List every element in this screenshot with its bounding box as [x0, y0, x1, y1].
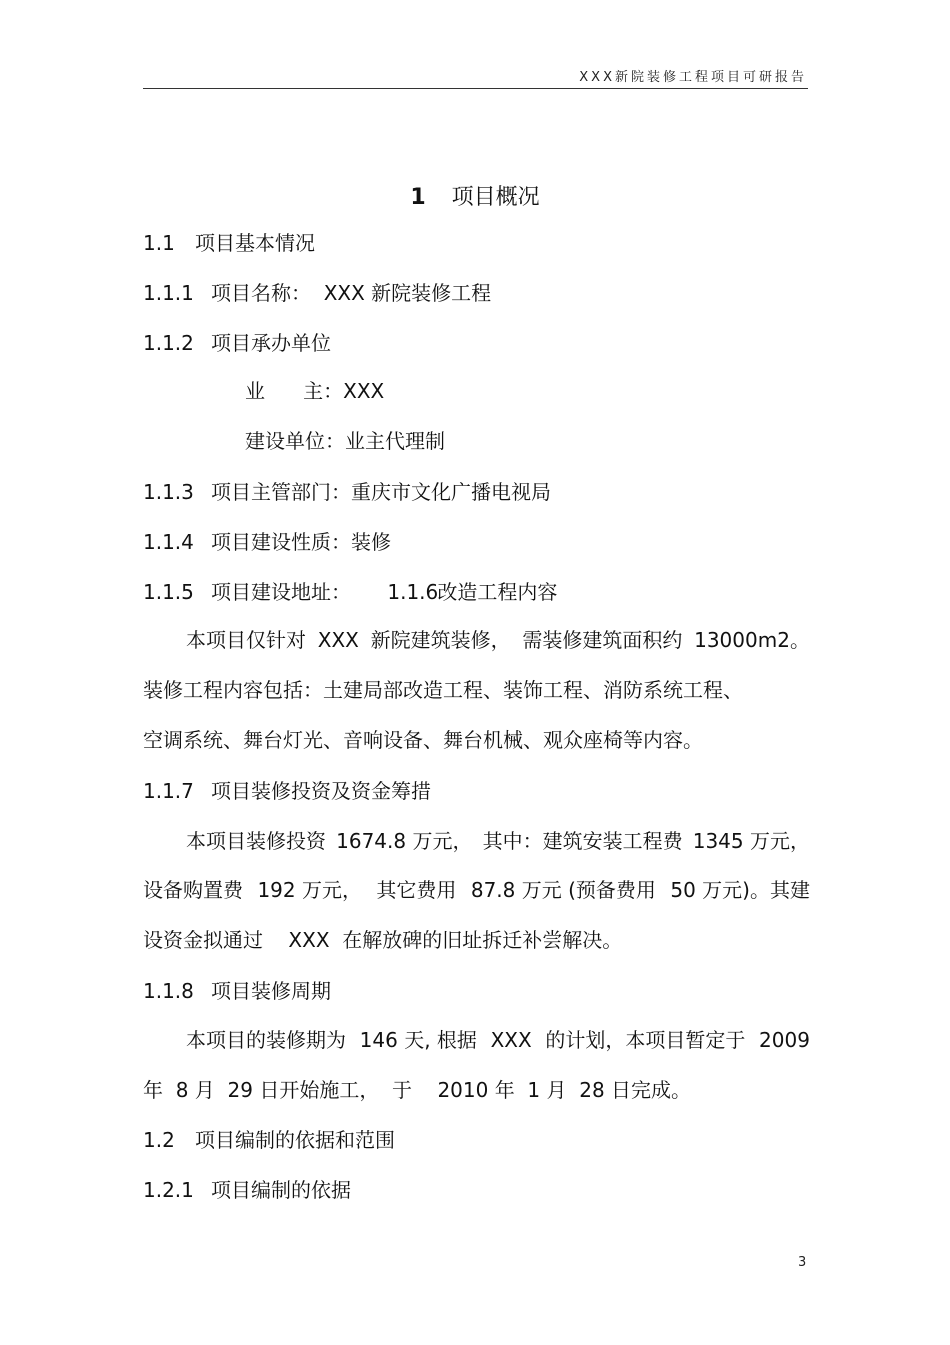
text-run: 设备购置费 — [143, 878, 243, 902]
text-run: 本项目装修投资 — [186, 829, 326, 853]
text-run: XXX — [490, 1028, 532, 1052]
scope-paragraph-line-3: 空调系统、舞台灯光、音响设备、舞台机械、观众座椅等内容。 — [143, 728, 703, 752]
text-run: 1674.8 万元， — [336, 829, 473, 853]
chapter-number: 1 — [410, 185, 426, 210]
section-title: 项目基本情况 — [195, 231, 315, 255]
section-number: 1.1.8 — [143, 979, 194, 1003]
section-1-1-7 — [143, 777, 431, 805]
section-number: 1.2 — [143, 1128, 175, 1152]
running-header: XXX新院装修工程项目可研报告 — [579, 70, 807, 85]
section-title: 项目建设地址： — [211, 580, 351, 604]
section-1-1-3 — [143, 478, 551, 506]
section-title: 项目名称： XXX 新院装修工程 — [211, 281, 492, 305]
section-number: 1.1.3 — [143, 480, 194, 504]
section-number: 1.2.1 — [143, 1178, 194, 1202]
builder-line: 建设单位：业主代理制 — [245, 429, 445, 453]
section-number: 1.1 — [143, 231, 175, 255]
section-title: 项目编制的依据和范围 — [195, 1128, 395, 1152]
text-run: 需装修建筑面积约 — [522, 628, 683, 652]
page-number: 3 — [798, 1255, 807, 1270]
period-paragraph-line-1 — [186, 1026, 810, 1054]
header-rule — [143, 88, 808, 89]
section-number: 1.1.7 — [143, 779, 194, 803]
section-title: 项目建设性质：装修 — [211, 530, 391, 554]
section-title: 项目主管部门：重庆市文化广播电视局 — [211, 480, 551, 504]
text-run: 其它费用 — [376, 878, 457, 902]
chapter-title-text: 项目概况 — [451, 185, 540, 210]
section-title: 项目编制的依据 — [211, 1178, 351, 1202]
section-1-2 — [143, 1126, 395, 1154]
section-number: 1.1.4 — [143, 530, 194, 554]
text-run: 13000m2。 — [694, 628, 810, 652]
invest-paragraph-line-1 — [186, 827, 810, 855]
chapter-title — [0, 180, 950, 211]
section-title: 改造工程内容 — [437, 580, 558, 604]
text-run: 其中：建筑安装工程费 — [482, 829, 683, 853]
section-1-1-6 — [387, 578, 557, 606]
text-run: 本项目仅针对 — [186, 628, 306, 652]
invest-paragraph-line-3: 设资金拟通过 XXX 在解放碑的旧址拆迁补尝解决。 — [143, 928, 623, 952]
period-paragraph-line-2: 年 8 月 29 日开始施工， 于 2010 年 1 月 28 日完成。 — [143, 1078, 692, 1102]
section-1-1-1 — [143, 279, 491, 307]
section-1-1-5 — [143, 578, 557, 606]
section-number: 1.1.6 — [387, 580, 439, 604]
section-1-1-4 — [143, 528, 391, 556]
text-run: 本项目的装修期为 — [186, 1028, 346, 1052]
section-title: 项目装修周期 — [211, 979, 331, 1003]
text-run: 1345 万元， — [692, 829, 810, 853]
section-title: 项目装修投资及资金筹措 — [211, 779, 431, 803]
section-1-1 — [143, 229, 315, 257]
scope-paragraph-line-2: 装修工程内容包括：土建局部改造工程、装饰工程、消防系统工程、 — [143, 678, 743, 702]
text-run: 新院建筑装修， — [370, 628, 511, 652]
section-number: 1.1.1 — [143, 281, 194, 305]
section-number: 1.1.5 — [143, 580, 194, 604]
text-run: 50 万元)。其建 — [670, 878, 810, 902]
text-run: 192 万元， — [257, 878, 362, 902]
text-run: 的计划，本项目暂定于 — [545, 1028, 746, 1052]
scope-paragraph-line-1 — [186, 626, 810, 654]
section-1-2-1 — [143, 1176, 351, 1204]
section-title: 项目承办单位 — [211, 331, 331, 355]
section-1-1-8 — [143, 977, 331, 1005]
text-run: 146 天, 根据 — [359, 1028, 477, 1052]
text-run: 87.8 万元 (预备费用 — [470, 878, 656, 902]
section-number: 1.1.2 — [143, 331, 194, 355]
invest-paragraph-line-2 — [143, 876, 810, 904]
text-run: XXX — [317, 628, 359, 652]
section-1-1-2 — [143, 329, 331, 357]
owner-line: 业 主：XXX — [245, 379, 385, 403]
text-run: 2009 — [759, 1028, 810, 1052]
